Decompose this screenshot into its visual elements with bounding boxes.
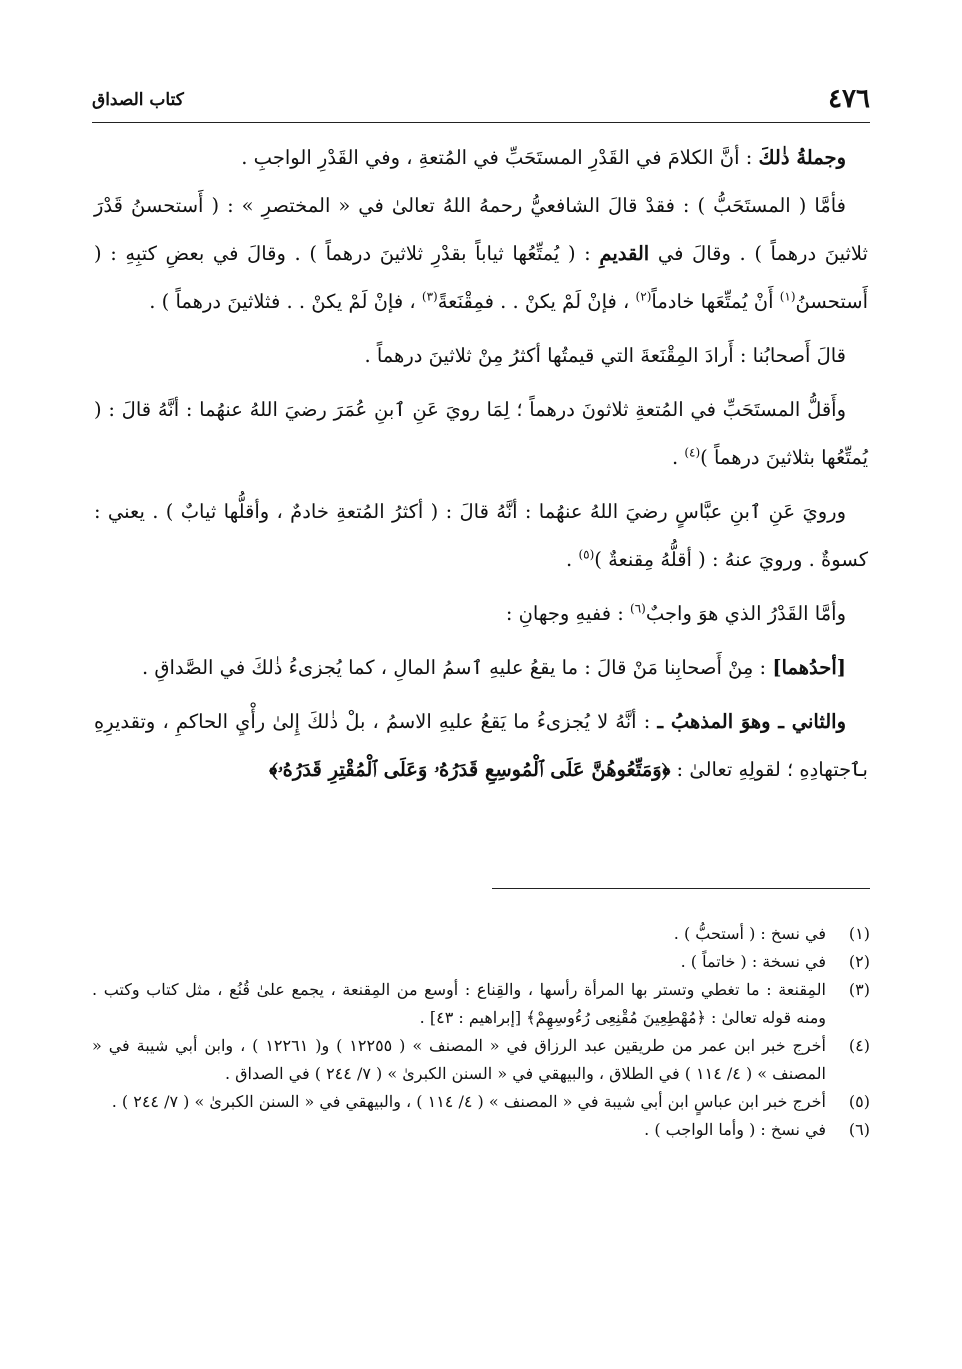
paragraph-6 bbox=[94, 590, 868, 638]
footnote-text: في نسخة : ( خاتماً ) . bbox=[680, 952, 826, 971]
footnote bbox=[92, 948, 870, 976]
paragraph-7 bbox=[94, 644, 868, 692]
paragraph-6-text: وأمَّا القَدْرُ الذي هوَ واجبٌ bbox=[645, 602, 846, 625]
footnote-number: (٢) bbox=[848, 952, 870, 971]
paragraph-7-lead: [أحدُهما] bbox=[772, 656, 846, 679]
quran-verse: ﴿وَمَتِّعُوهُنَّ عَلَى ٱلْمُوسِعِ قَدَرُهُۥ وَعَلَى ٱلْمُقْتِرِ قَدَرُهُۥ﴾ bbox=[269, 758, 671, 781]
paragraph-2-text-e: ، فإنْ لَمْ يكنْ . . فثلاثينَ درهماً ) . bbox=[149, 290, 422, 313]
footnote bbox=[92, 1088, 870, 1116]
page-header bbox=[92, 82, 870, 116]
paragraph-6-end: : ففيهِ وجهانِ : bbox=[505, 602, 631, 625]
paragraph-1-text: : أنَّ الكلامَ في القَدْرِ المستَحَبِّ في المُتعةِ ، وفي القَدْرِ الواجبِ . bbox=[241, 146, 759, 169]
paragraph-4-text: وأَقلُّ المستَحَبِّ في المُتعةِ ثلاثونَ درهماً ؛ لِمَا رويَ عَنِ ٱبنِ عُمَرَ رضيَ اللهُ عنهُما : أنَّهُ قالَ : ( يُمتِّعُها بثلاثينَ درهماً ) bbox=[94, 398, 868, 469]
footnote-text: في نسخ : ( أستحبُّ ) . bbox=[673, 924, 826, 943]
footnote bbox=[92, 1116, 870, 1144]
footnote-number: (٦) bbox=[848, 1120, 870, 1139]
paragraph-8 bbox=[94, 698, 868, 794]
footnote-number: (١) bbox=[848, 924, 870, 943]
paragraph-4-end: . bbox=[671, 446, 685, 469]
footnote bbox=[92, 976, 870, 1032]
paragraph-3: قالَ أَصحابُنا : أَرادَ المِقْنَعةَ التي قيمتُها أكثرُ مِنْ ثلاثينَ درهماً . bbox=[364, 344, 846, 367]
paragraph-5 bbox=[94, 488, 868, 584]
footnote-text: في نسخ : ( وأما الواجب ) . bbox=[644, 1120, 826, 1139]
paragraph-1-lead: وجملةُ ذٰلكَ bbox=[758, 146, 846, 169]
paragraph-2 bbox=[94, 182, 868, 326]
footnote-ref-2[interactable]: (٢) bbox=[635, 289, 652, 304]
footnote-rule bbox=[492, 888, 870, 889]
paragraph-2-text-b: : ( يُمتِّعُها ثياباً بقدْرِ ثلاثينَ درهماً ) . وقالَ في بعضِ كتبِهِ : ( أَستحسنُ bbox=[94, 242, 868, 313]
running-title: كتاب الصداق bbox=[92, 90, 184, 110]
footnote-text: المِقنعة : ما تغطي وتستر بها المرأة رأسها ، والقِناع : أوسع من المِقنعة ، يجمع علىٰ قُنُع ، مثل كتاب وكتب . ومنه قوله تعالىٰ : ﴿مُهْطِعِينَ مُقْنِعِى رُءُوسِهِمْ﴾ [إبراهيم : ٤٣] . bbox=[92, 980, 826, 1027]
footnote-number: (٥) bbox=[848, 1092, 870, 1111]
footnote-number: (٣) bbox=[848, 980, 870, 999]
paragraph-2-text-c: أَنْ يُمتِّعَها خادماً bbox=[651, 290, 780, 313]
footnote-ref-4[interactable]: (٤) bbox=[684, 445, 701, 460]
paragraph-4 bbox=[94, 386, 868, 482]
footnote bbox=[92, 1032, 870, 1088]
paragraph-2-text-a: فأمَّا ( المستَحَبُّ ) : فقدْ قالَ الشافعيُّ رحمهُ اللهُ تعالىٰ في « المختصرِ » : ( أَستحسنُ قَدْرَ ثلاثينَ درهماً ) . وقالَ في bbox=[94, 194, 868, 265]
paragraph-8-text: : أنَّهُ لا يُجزىءُ ما يَقعُ عليهِ الاسمُ ، بلْ ذٰلكَ إِلىٰ رأْيِ الحاكمِ ، وتقديرِهِ بٱجتهادِهِ ؛ لقولِهِ تعالىٰ : bbox=[94, 710, 868, 781]
paragraph-5-end: . bbox=[566, 548, 579, 571]
paragraph-2-text-d: ، فإنْ لَمْ يكنْ . . فمِقْنَعةً bbox=[437, 290, 636, 313]
page-number: ٤٧٦ bbox=[828, 84, 870, 114]
main-text bbox=[94, 134, 868, 794]
footnote-ref-6[interactable]: (٦) bbox=[630, 601, 646, 616]
paragraph-2-bold: القديمِ bbox=[599, 242, 650, 265]
footnote-number: (٤) bbox=[848, 1036, 870, 1055]
footnote-ref-1[interactable]: (١) bbox=[779, 289, 796, 304]
paragraph-7-text: : مِنْ أَصحابِنا مَنْ قالَ : ما يقعُ عليهِ ٱسمُ المالِ ، كما يُجزىءُ ذٰلكَ في الصَّداقِ . bbox=[141, 656, 773, 679]
footnotes bbox=[92, 920, 870, 1144]
footnote-ref-5[interactable]: (٥) bbox=[578, 547, 595, 562]
footnote bbox=[92, 920, 870, 948]
footnote-text: أخرج خبر ابن عباسٍ ابن أبي شيبة في « المصنف » ( ٤/ ١١٤ ) ، والبيهقي في « السنن الكبرىٰ » ( ٧/ ٢٤٤ ) . bbox=[111, 1092, 826, 1111]
paragraph-1 bbox=[94, 134, 868, 182]
paragraph-8-lead: والثاني ـ وهوَ المذهبُ ـ bbox=[657, 710, 847, 733]
header-rule bbox=[92, 122, 870, 123]
paragraph-5-text: ورويَ عَنِ ٱبنِ عبَّاسٍ رضيَ اللهُ عنهُما : أنَّهُ قالَ : ( أكثرُ المُتعةِ خادمٌ ، وأقلُّها ثيابٌ ) . يعني : كسوةٌ . ورويَ عنهُ : ( أقلُّهُ مِقنعةٌ ) bbox=[94, 500, 868, 571]
footnote-text: أخرج خبر ابن عمر من طريقين عبد الرزاق في « المصنف » ( ١٢٢٥٥ ) و( ١٢٢٦١ ) ، وابن أبي شيبة في « المصنف » ( ٤/ ١١٤ ) في الطلاق ، والبيهقي في « السنن الكبرىٰ » ( ٧/ ٢٤٤ ) في الصداق . bbox=[92, 1036, 827, 1083]
footnote-ref-3[interactable]: (٣) bbox=[421, 289, 438, 304]
